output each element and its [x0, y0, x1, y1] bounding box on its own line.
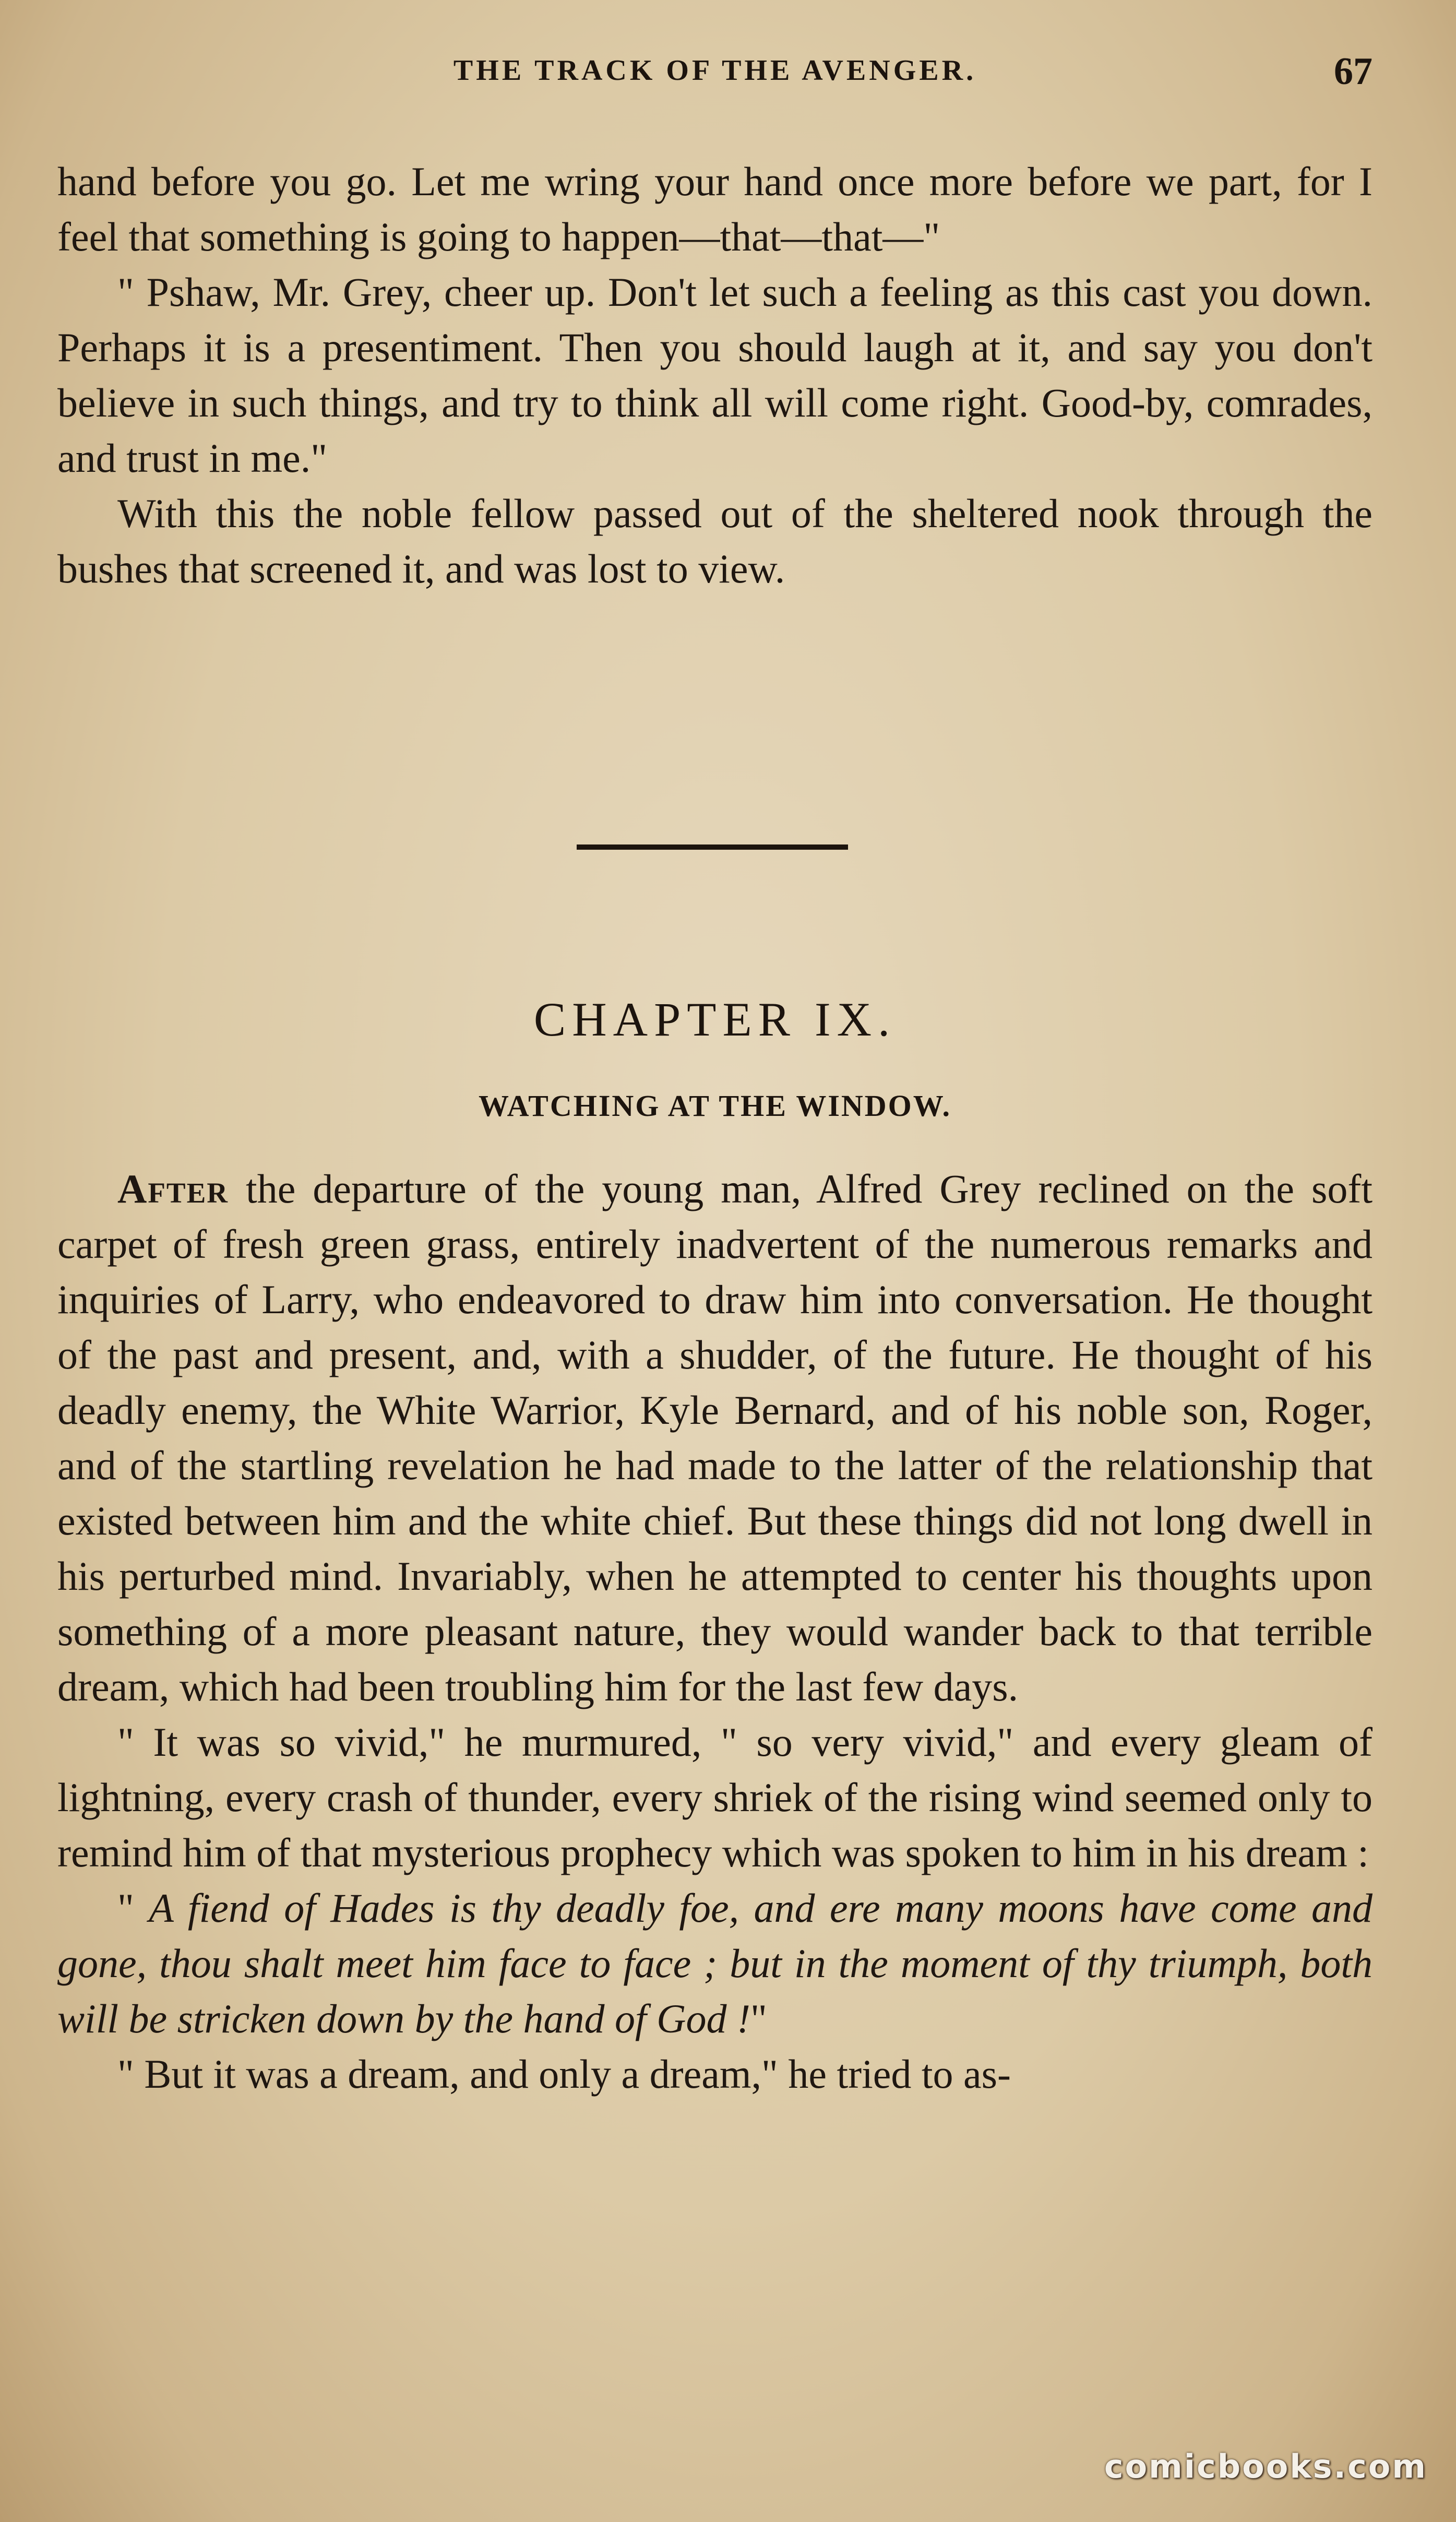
prophecy-paragraph — [57, 1881, 1373, 2047]
paragraph: " It was so vivid," he murmured, " so very vivid," and every gleam of lightning, every crash of thunder, every shriek of the rising wind seemed only to remind him of that mysterious prophecy which was spoken to him in his dream : — [57, 1719, 1373, 1875]
chapter-subtitle: WATCHING AT THE WINDOW. — [479, 1089, 951, 1123]
page-header — [57, 50, 1373, 97]
paragraph — [57, 1161, 1373, 1715]
top-section — [57, 154, 1373, 597]
paragraph: hand before you go. Let me wring your hand once more before we part, for I feel that something is going to happen—that—that—" — [57, 159, 1373, 259]
watermark: comicbooks.com — [1104, 2447, 1427, 2485]
first-word: After — [117, 1166, 229, 1211]
paragraph-text: the departure of the young man, Alfred Grey reclined on the soft carpet of fresh green grass, entirely inadvertent of the numerous remarks and inquiries of Larry, who endeavored to draw him into conversation. He thought of the past and present, and, with a shudder, of the future. He thought of his deadly enemy, the White Warrior, Kyle Bernard, and of his noble son, Roger, and of the startling revelation he had made to the latter of the relationship that existed between him and the white chief. But these things did not long dwell in his perturbed mind. Invariably, when he attempted to center his thoughts upon something of a more pleasant nature, they would wander back to that terrible dream, which had been troubling him for the last few days. — [57, 1166, 1373, 1709]
paragraph: " But it was a dream, and only a dream," he tried to as- — [117, 2051, 1011, 2097]
paragraph: " Pshaw, Mr. Grey, cheer up. Don't let such a feeling as this cast you down. Perhaps it is a presentiment. Then you should laugh at it, and say you don't believe in such things, and try to think all will come right. Good-by, comrades, and trust in me." — [57, 269, 1373, 481]
chapter-body — [57, 1161, 1373, 2102]
section-divider — [577, 844, 848, 850]
chapter-title: CHAPTER IX. — [533, 993, 897, 1046]
paragraph: With this the noble fellow passed out of the sheltered nook through the bushes that screened it, and was lost to view. — [57, 491, 1373, 591]
running-head: THE TRACK OF THE AVENGER. — [453, 54, 977, 87]
close-quote: " — [750, 1996, 767, 2041]
page-number: 67 — [1334, 50, 1373, 93]
prophecy-text: A fiend of Hades is thy deadly foe, and ere many moons have come and gone, thou shalt meet him face to face ; but in the moment of thy triumph, both will be stricken down by the hand of God ! — [57, 1885, 1373, 2041]
open-quote: " — [117, 1885, 149, 1931]
